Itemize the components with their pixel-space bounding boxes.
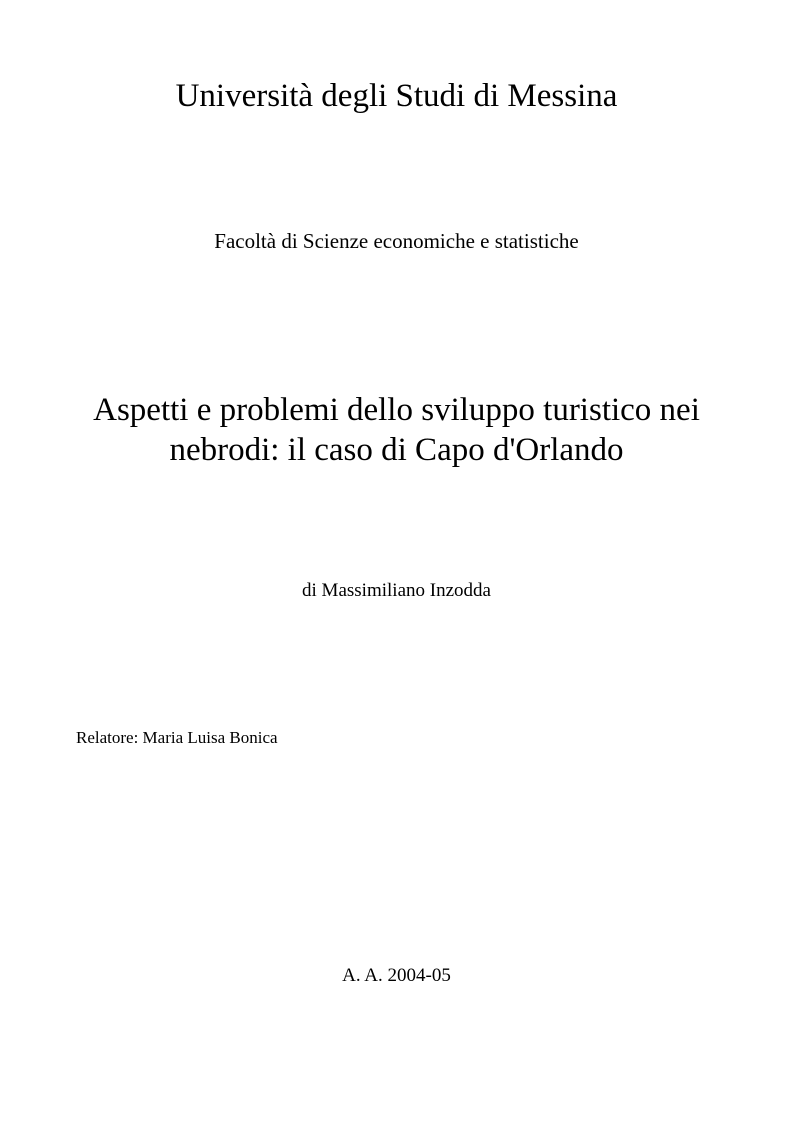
university-name: Università degli Studi di Messina (175, 78, 618, 114)
faculty-name: Facoltà di Scienze economiche e statistiche (214, 229, 579, 253)
academic-year: A. A. 2004-05 (342, 965, 451, 986)
thesis-title-line-2: nebrodi: il caso di Capo d'Orlando (169, 432, 624, 468)
author-name: di Massimiliano Inzodda (302, 580, 491, 601)
supervisor: Relatore: Maria Luisa Bonica (76, 728, 278, 747)
thesis-title-line-1: Aspetti e problemi dello sviluppo turistico nei (93, 392, 700, 428)
thesis-title (0, 390, 793, 470)
